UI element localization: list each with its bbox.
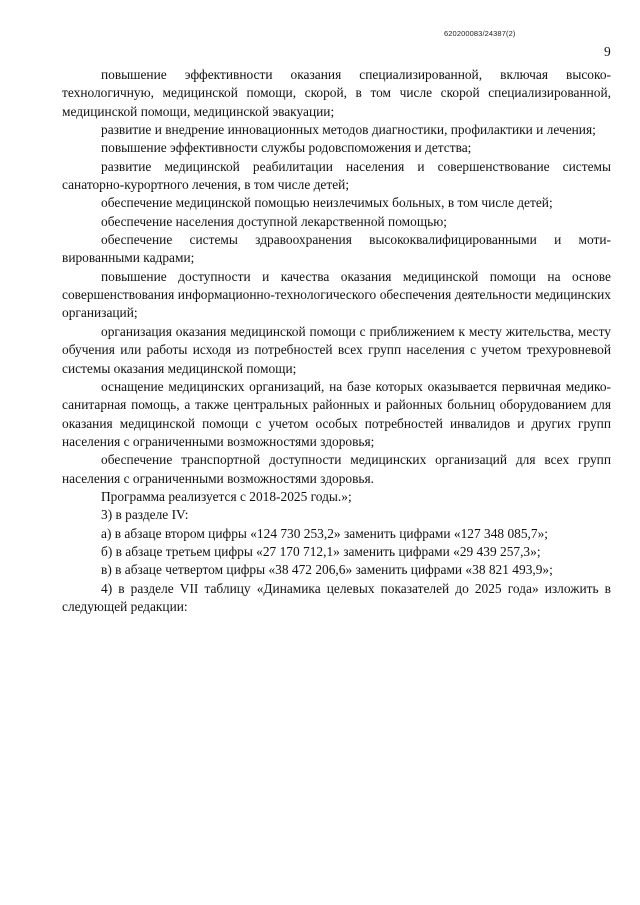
paragraph-innovative-methods: развитие и внедрение инновационных методов диагностики, профилактики и лечения; — [101, 122, 596, 138]
paragraph-amendment-a: а) в абзаце втором цифры «124 730 253,2» заменить цифрами «127 348 085,7»; — [101, 525, 548, 541]
paragraph-amendment-b: б) в абзаце третьем цифры «27 170 712,1» заменить цифрами «29 439 257,3»; — [101, 543, 541, 559]
page-number: 9 — [604, 44, 611, 59]
paragraph-equipment: оснащение медицинских организаций, на базе которых оказывается первичная медико-санитарная помощь, а также центральных районных и районных больниц оборудованием для оказания медицинской помощи с учетом особых потребностей инвалидов и других групп населения с ограниченными возможностями здоровья; — [62, 378, 611, 449]
paragraph-staffing: обеспечение системы здравоохранения высококвалифицированными и мотивированными кадрами; — [62, 232, 611, 266]
paragraph-proximity-care: организация оказания медицинской помощи с приближением к месту жительства, месту обучения или работы исходя из потребностей всех групп населения с учетом трехуровневой системы оказания медицинской помощи; — [62, 323, 611, 376]
document-registration-code: 620200083/24387(2) — [444, 29, 516, 38]
paragraph-section-vii: 4) в разделе VII таблицу «Динамика целевых показателей до 2025 года» изложить в следующей редакции: — [62, 580, 611, 614]
paragraph-section-iv: 3) в разделе IV: — [101, 507, 189, 523]
paragraph-it-support: повышение доступности и качества оказания медицинской помощи на основе совершенствования информационно-технологического обеспечения деятельности медицинских организаций; — [62, 268, 611, 321]
document-body — [62, 66, 611, 616]
paragraph-obstetrics: повышение эффективности службы родовспоможения и детства; — [101, 140, 472, 156]
paragraph-amendment-c: в) в абзаце четвертом цифры «38 472 206,6» заменить цифрами «38 821 493,9»; — [101, 562, 553, 578]
paragraph-transport-access: обеспечение транспортной доступности медицинских организаций для всех групп населения с ограниченными возможностями здоровья. — [62, 452, 611, 486]
paragraph-incurable-patients: обеспечение медицинской помощью неизлечимых больных, в том числе детей; — [101, 195, 553, 211]
paragraph-rehabilitation: развитие медицинской реабилитации населения и совершенствование системы санаторно-курортного лечения, в том числе детей; — [62, 158, 611, 193]
paragraph-drug-supply: обеспечение населения доступной лекарственной помощью; — [101, 213, 447, 229]
paragraph-specialized-care: повышение эффективности оказания специализированной, включая высокотехнологичную, медицинской помощи, скорой, в том числе скорой специализированной, медицинской помощи, медицинской эвакуации; — [62, 67, 611, 119]
paragraph-program-period: Программа реализуется с 2018-2025 годы.»; — [101, 488, 352, 504]
